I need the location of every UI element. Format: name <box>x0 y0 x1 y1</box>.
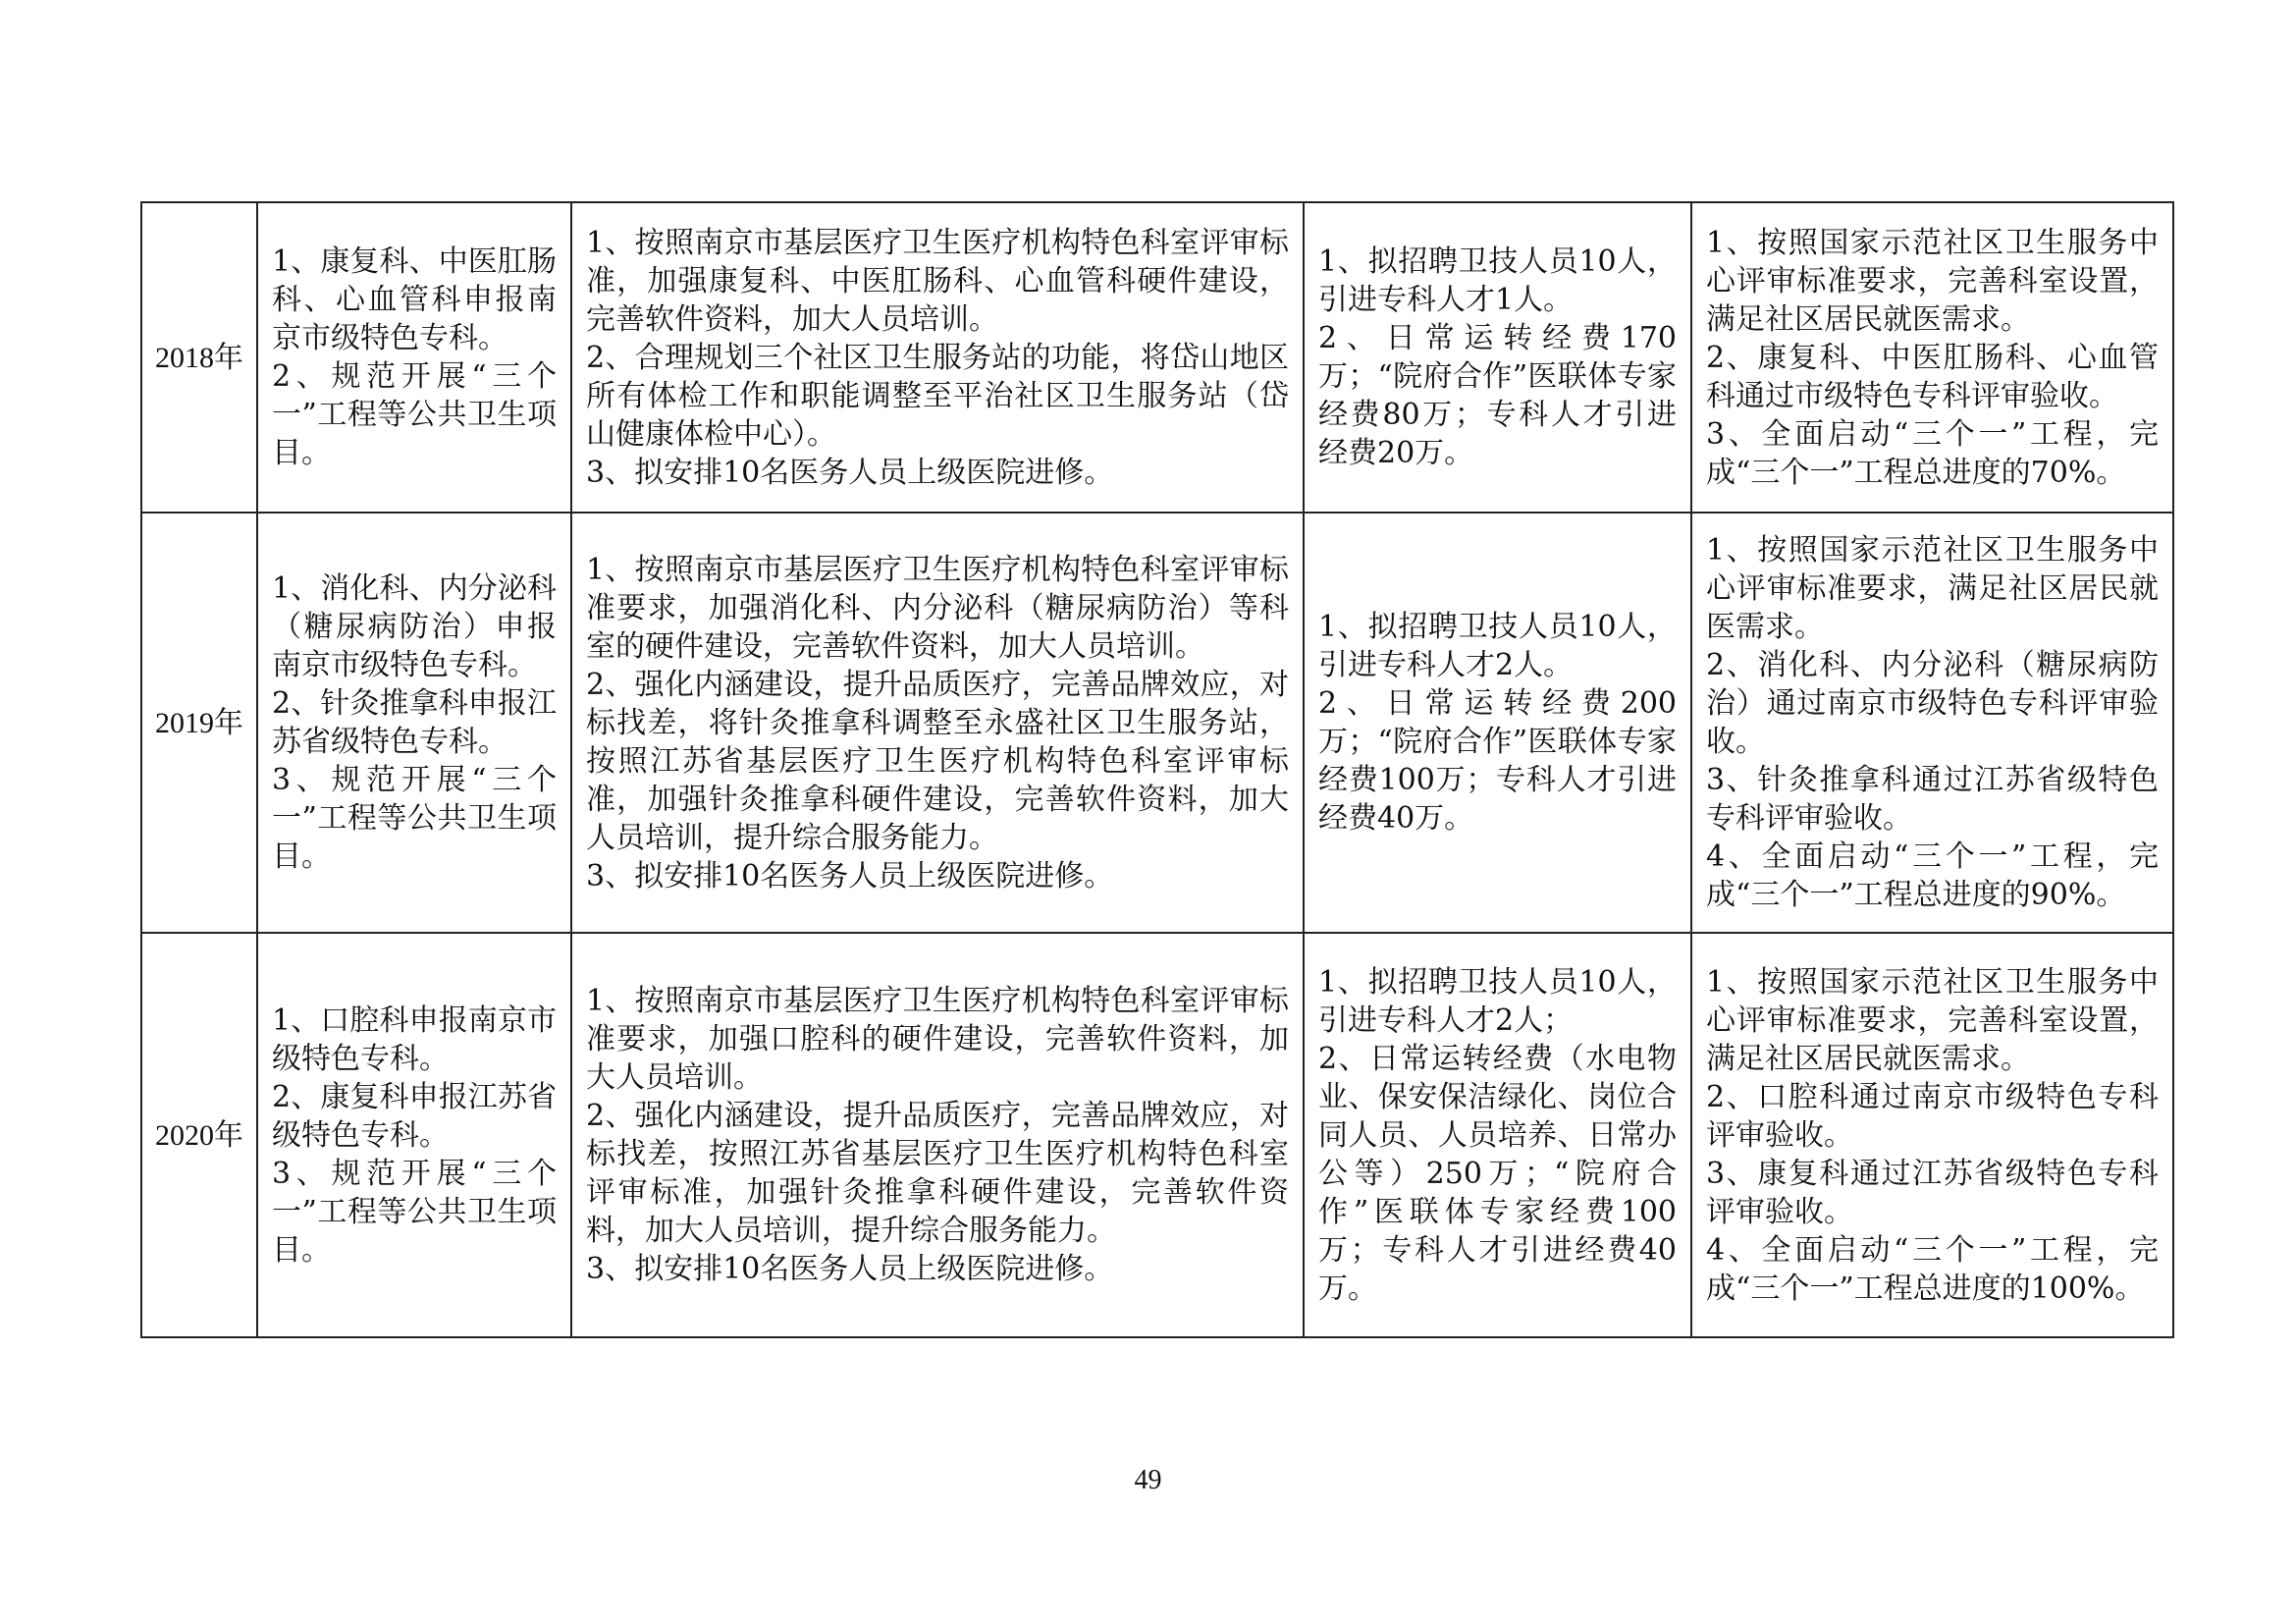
goals-cell <box>257 933 571 1337</box>
goal-item: 2、针灸推拿科申报江苏省级特色专科。 <box>272 686 557 759</box>
goals-cell <box>257 202 571 513</box>
measure-item: 2、强化内涵建设，提升品质医疗，完善品牌效应，对标找差，按照江苏省基层医疗卫生医疗机构特色科室评审标准，加强针灸推拿科硬件建设，完善软件资料，加大人员培训，提升综合服务能力。 <box>586 1099 1289 1248</box>
measures-cell <box>571 933 1304 1337</box>
resource-item: 1、拟招聘卫技人员10人，引进专科人才2人； <box>1318 964 1677 1038</box>
outcome-item: 4、全面启动“三个一”工程，完成“三个一”工程总进度的90%。 <box>1706 839 2159 912</box>
measure-item: 1、按照南京市基层医疗卫生医疗机构特色科室评审标准，加强康复科、中医肛肠科、心血管科硬件建设，完善软件资料，加大人员培训。 <box>586 225 1289 337</box>
measure-item: 3、拟安排10名医务人员上级医院进修。 <box>586 455 1114 490</box>
page-number: 49 <box>1134 1465 1162 1495</box>
resources-cell <box>1304 513 1691 933</box>
outcome-item: 2、康复科、中医肛肠科、心血管科通过市级特色专科评审验收。 <box>1706 340 2159 413</box>
resources-cell <box>1304 933 1691 1337</box>
resource-item: 2、日常运转经费（水电物业、保安保洁绿化、岗位合同人员、人员培养、日常办公等）250万；“院府合作”医联体专家经费100万；专科人才引进经费40万。 <box>1318 1041 1677 1306</box>
outcomes-cell <box>1691 513 2173 933</box>
outcome-item: 3、全面启动“三个一”工程，完成“三个一”工程总进度的70%。 <box>1706 416 2159 490</box>
outcome-item: 4、全面启动“三个一”工程，完成“三个一”工程总进度的100%。 <box>1706 1232 2159 1306</box>
outcome-item: 3、针灸推拿科通过江苏省级特色专科评审验收。 <box>1706 763 2159 836</box>
measure-item: 1、按照南京市基层医疗卫生医疗机构特色科室评审标准要求，加强口腔科的硬件建设，完善软件资料，加大人员培训。 <box>586 984 1289 1095</box>
outcomes-cell <box>1691 202 2173 513</box>
goal-item: 2、康复科申报江苏省级特色专科。 <box>272 1079 557 1153</box>
measure-item: 3、拟安排10名医务人员上级医院进修。 <box>586 1252 1114 1286</box>
year-cell: 2020年 <box>141 933 257 1337</box>
outcome-item: 2、口腔科通过南京市级特色专科评审验收。 <box>1706 1079 2159 1153</box>
measure-item: 2、强化内涵建设，提升品质医疗，完善品牌效应，对标找差，将针灸推拿科调整至永盛社区卫生服务站，按照江苏省基层医疗卫生医疗机构特色科室评审标准，加强针灸推拿科硬件建设，完善软件资料，加大人员培训，提升综合服务能力。 <box>586 667 1289 855</box>
goal-item: 2、规范开展“三个一”工程等公共卫生项目。 <box>272 359 557 470</box>
goal-item: 1、口腔科申报南京市级特色专科。 <box>272 1002 557 1076</box>
goal-item: 1、康复科、中医肛肠科、心血管科申报南京市级特色专科。 <box>272 244 557 355</box>
outcome-item: 3、康复科通过江苏省级特色专科评审验收。 <box>1706 1156 2159 1229</box>
resource-item: 1、拟招聘卫技人员10人，引进专科人才1人。 <box>1318 244 1677 317</box>
resource-item: 2、日常运转经费170万；“院府合作”医联体专家经费80万；专科人才引进经费20万。 <box>1318 321 1677 470</box>
resource-item: 1、拟招聘卫技人员10人，引进专科人才2人。 <box>1318 610 1677 682</box>
outcomes-cell <box>1691 933 2173 1337</box>
outcome-item: 2、消化科、内分泌科（糖尿病防治）通过南京市级特色专科评审验收。 <box>1706 648 2159 759</box>
year-cell: 2018年 <box>141 202 257 513</box>
measures-cell <box>571 513 1304 933</box>
outcome-item: 1、按照国家示范社区卫生服务中心评审标准要求，完善科室设置，满足社区居民就医需求。 <box>1706 225 2159 337</box>
goals-cell <box>257 513 571 933</box>
table-row-2020 <box>141 933 2173 1337</box>
resource-item: 2、日常运转经费200万；“院府合作”医联体专家经费100万；专科人才引进经费40万。 <box>1318 686 1677 836</box>
measure-item: 2、合理规划三个社区卫生服务站的功能，将岱山地区所有体检工作和职能调整至平治社区卫生服务站（岱山健康体检中心）。 <box>586 340 1289 452</box>
goal-item: 3、规范开展“三个一”工程等公共卫生项目。 <box>272 1156 557 1268</box>
outcome-item: 1、按照国家示范社区卫生服务中心评审标准要求，满足社区居民就医需求。 <box>1706 533 2159 644</box>
measure-item: 1、按照南京市基层医疗卫生医疗机构特色科室评审标准要求，加强消化科、内分泌科（糖尿病防治）等科室的硬件建设，完善软件资料，加大人员培训。 <box>586 552 1289 664</box>
measure-item: 3、拟安排10名医务人员上级医院进修。 <box>586 858 1114 893</box>
resources-cell <box>1304 202 1691 513</box>
goal-item: 3、规范开展“三个一”工程等公共卫生项目。 <box>272 763 557 874</box>
goal-item: 1、消化科、内分泌科（糖尿病防治）申报南京市级特色专科。 <box>272 571 557 682</box>
measures-cell <box>571 202 1304 513</box>
year-cell: 2019年 <box>141 513 257 933</box>
table-row-2018 <box>141 202 2173 513</box>
plan-table <box>140 201 2174 1338</box>
table-row-2019 <box>141 513 2173 933</box>
outcome-item: 1、按照国家示范社区卫生服务中心评审标准要求，完善科室设置，满足社区居民就医需求。 <box>1706 964 2159 1076</box>
